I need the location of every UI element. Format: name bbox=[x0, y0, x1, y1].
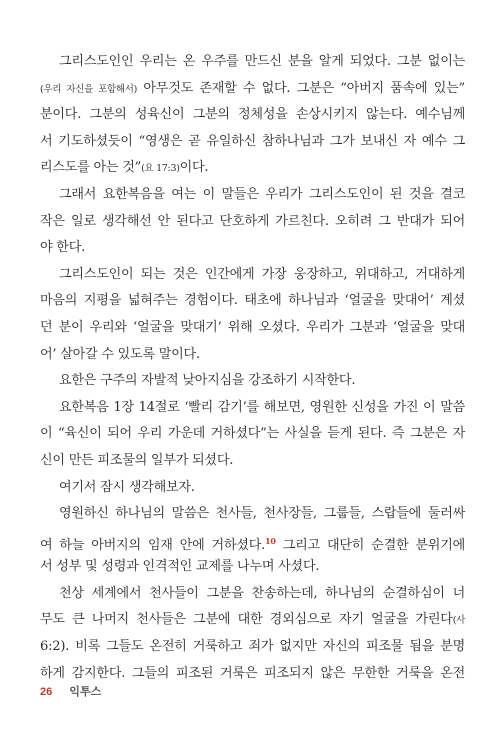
text-line: 하게 감지한다. 그들의 피조된 거룩은 피조되지 않은 무한한 거룩을 온전 bbox=[40, 665, 465, 681]
text-line: 이 “육신이 되어 우리 가운데 거하셨다”는 사실을 듣게 된다. 즉 그분은 자 bbox=[40, 426, 465, 442]
text-line: 서 성부 및 성령과 인격적인 교제를 나누며 사셨다. bbox=[40, 559, 320, 575]
page-number: 26 bbox=[40, 686, 53, 698]
page-footer bbox=[40, 683, 101, 699]
text-line: 그래서 요한복음을 여는 이 말들은 우리가 그리스도인이 된 것을 결코 bbox=[59, 186, 465, 202]
text-line: 영원하신 하나님의 말씀은 천사들, 천사장들, 그룹들, 스랍들에 둘러싸 bbox=[59, 506, 465, 522]
text-line: 서 기도하셨듯이 “영생은 곧 유일하신 참하나님과 그가 보내신 자 예수 그 bbox=[40, 133, 465, 149]
scripture-reference: (사 bbox=[452, 615, 465, 627]
text-line: 무도 큰 나머지 천사들은 그분에 대한 경외심으로 자기 얼굴을 가린다(사 bbox=[40, 612, 465, 628]
text-line: 리스도를 아는 것”(요 17:3)이다. bbox=[40, 160, 209, 176]
text-line: 6:2). 비록 그들도 온전히 거룩하고 죄가 없지만 자신의 피조물 됨을 분명 bbox=[40, 639, 465, 655]
scripture-reference: (요 17:3) bbox=[141, 163, 180, 175]
text-line: (우리 자신을 포함해서) 아무것도 존재할 수 없다. 그분은 “아버지 품속에 있는” bbox=[40, 80, 465, 96]
book-title: 익투스 bbox=[69, 686, 102, 698]
text-line: 던 분이 우리와 ‘얼굴을 맞대기’ 위해 오셨다. 우리가 그분과 ‘얼굴을 맞대 bbox=[40, 319, 465, 335]
body-text bbox=[40, 49, 465, 687]
text-line: 그리스도인이 되는 것은 인간에게 가장 웅장하고, 위대하고, 거대하게 bbox=[59, 266, 465, 282]
text-line: 야 한다. bbox=[40, 240, 86, 256]
text-line: 작은 일로 생각해선 안 된다고 단호하게 가르친다. 오히려 그 반대가 되어 bbox=[40, 213, 465, 229]
text-line: 마음의 지평을 넓혀주는 경험이다. 태초에 하나님과 ‘얼굴을 맞대어’ 계셨 bbox=[40, 293, 465, 309]
text-line: 요한복음 1장 14절로 ‘빨리 감기’를 해보면, 영원한 신성을 가진 이 말씀 bbox=[59, 399, 465, 415]
footnote-marker[interactable]: 10 bbox=[265, 535, 276, 546]
text-line: 그리스도인인 우리는 온 우주를 만드신 분을 알게 되었다. 그분 없이는 bbox=[59, 54, 465, 69]
text-line: 분이다. 그분의 성육신이 그분의 정체성을 손상시키지 않는다. 예수님께 bbox=[40, 107, 465, 123]
text-line: 여 하늘 아버지의 임재 안에 거하셨다.$^{10}$ 그리고 대단히 순결한 분위기에 bbox=[40, 535, 465, 553]
text-line: 요한은 구주의 자발적 낮아지심을 강조하기 시작한다. bbox=[59, 373, 356, 389]
text-line: 여기서 잠시 생각해보자. bbox=[59, 479, 195, 495]
parenthetical-note: (우리 자신을 포함해서) bbox=[40, 83, 138, 95]
text-line: 신이 만든 피조물의 일부가 되셨다. bbox=[40, 452, 234, 468]
text-line: 어’ 살아갈 수 있도록 말이다. bbox=[40, 346, 200, 362]
text-line: 천상 세계에서 천사들이 그분을 찬송하는데, 하나님의 순결하심이 너 bbox=[59, 585, 465, 601]
